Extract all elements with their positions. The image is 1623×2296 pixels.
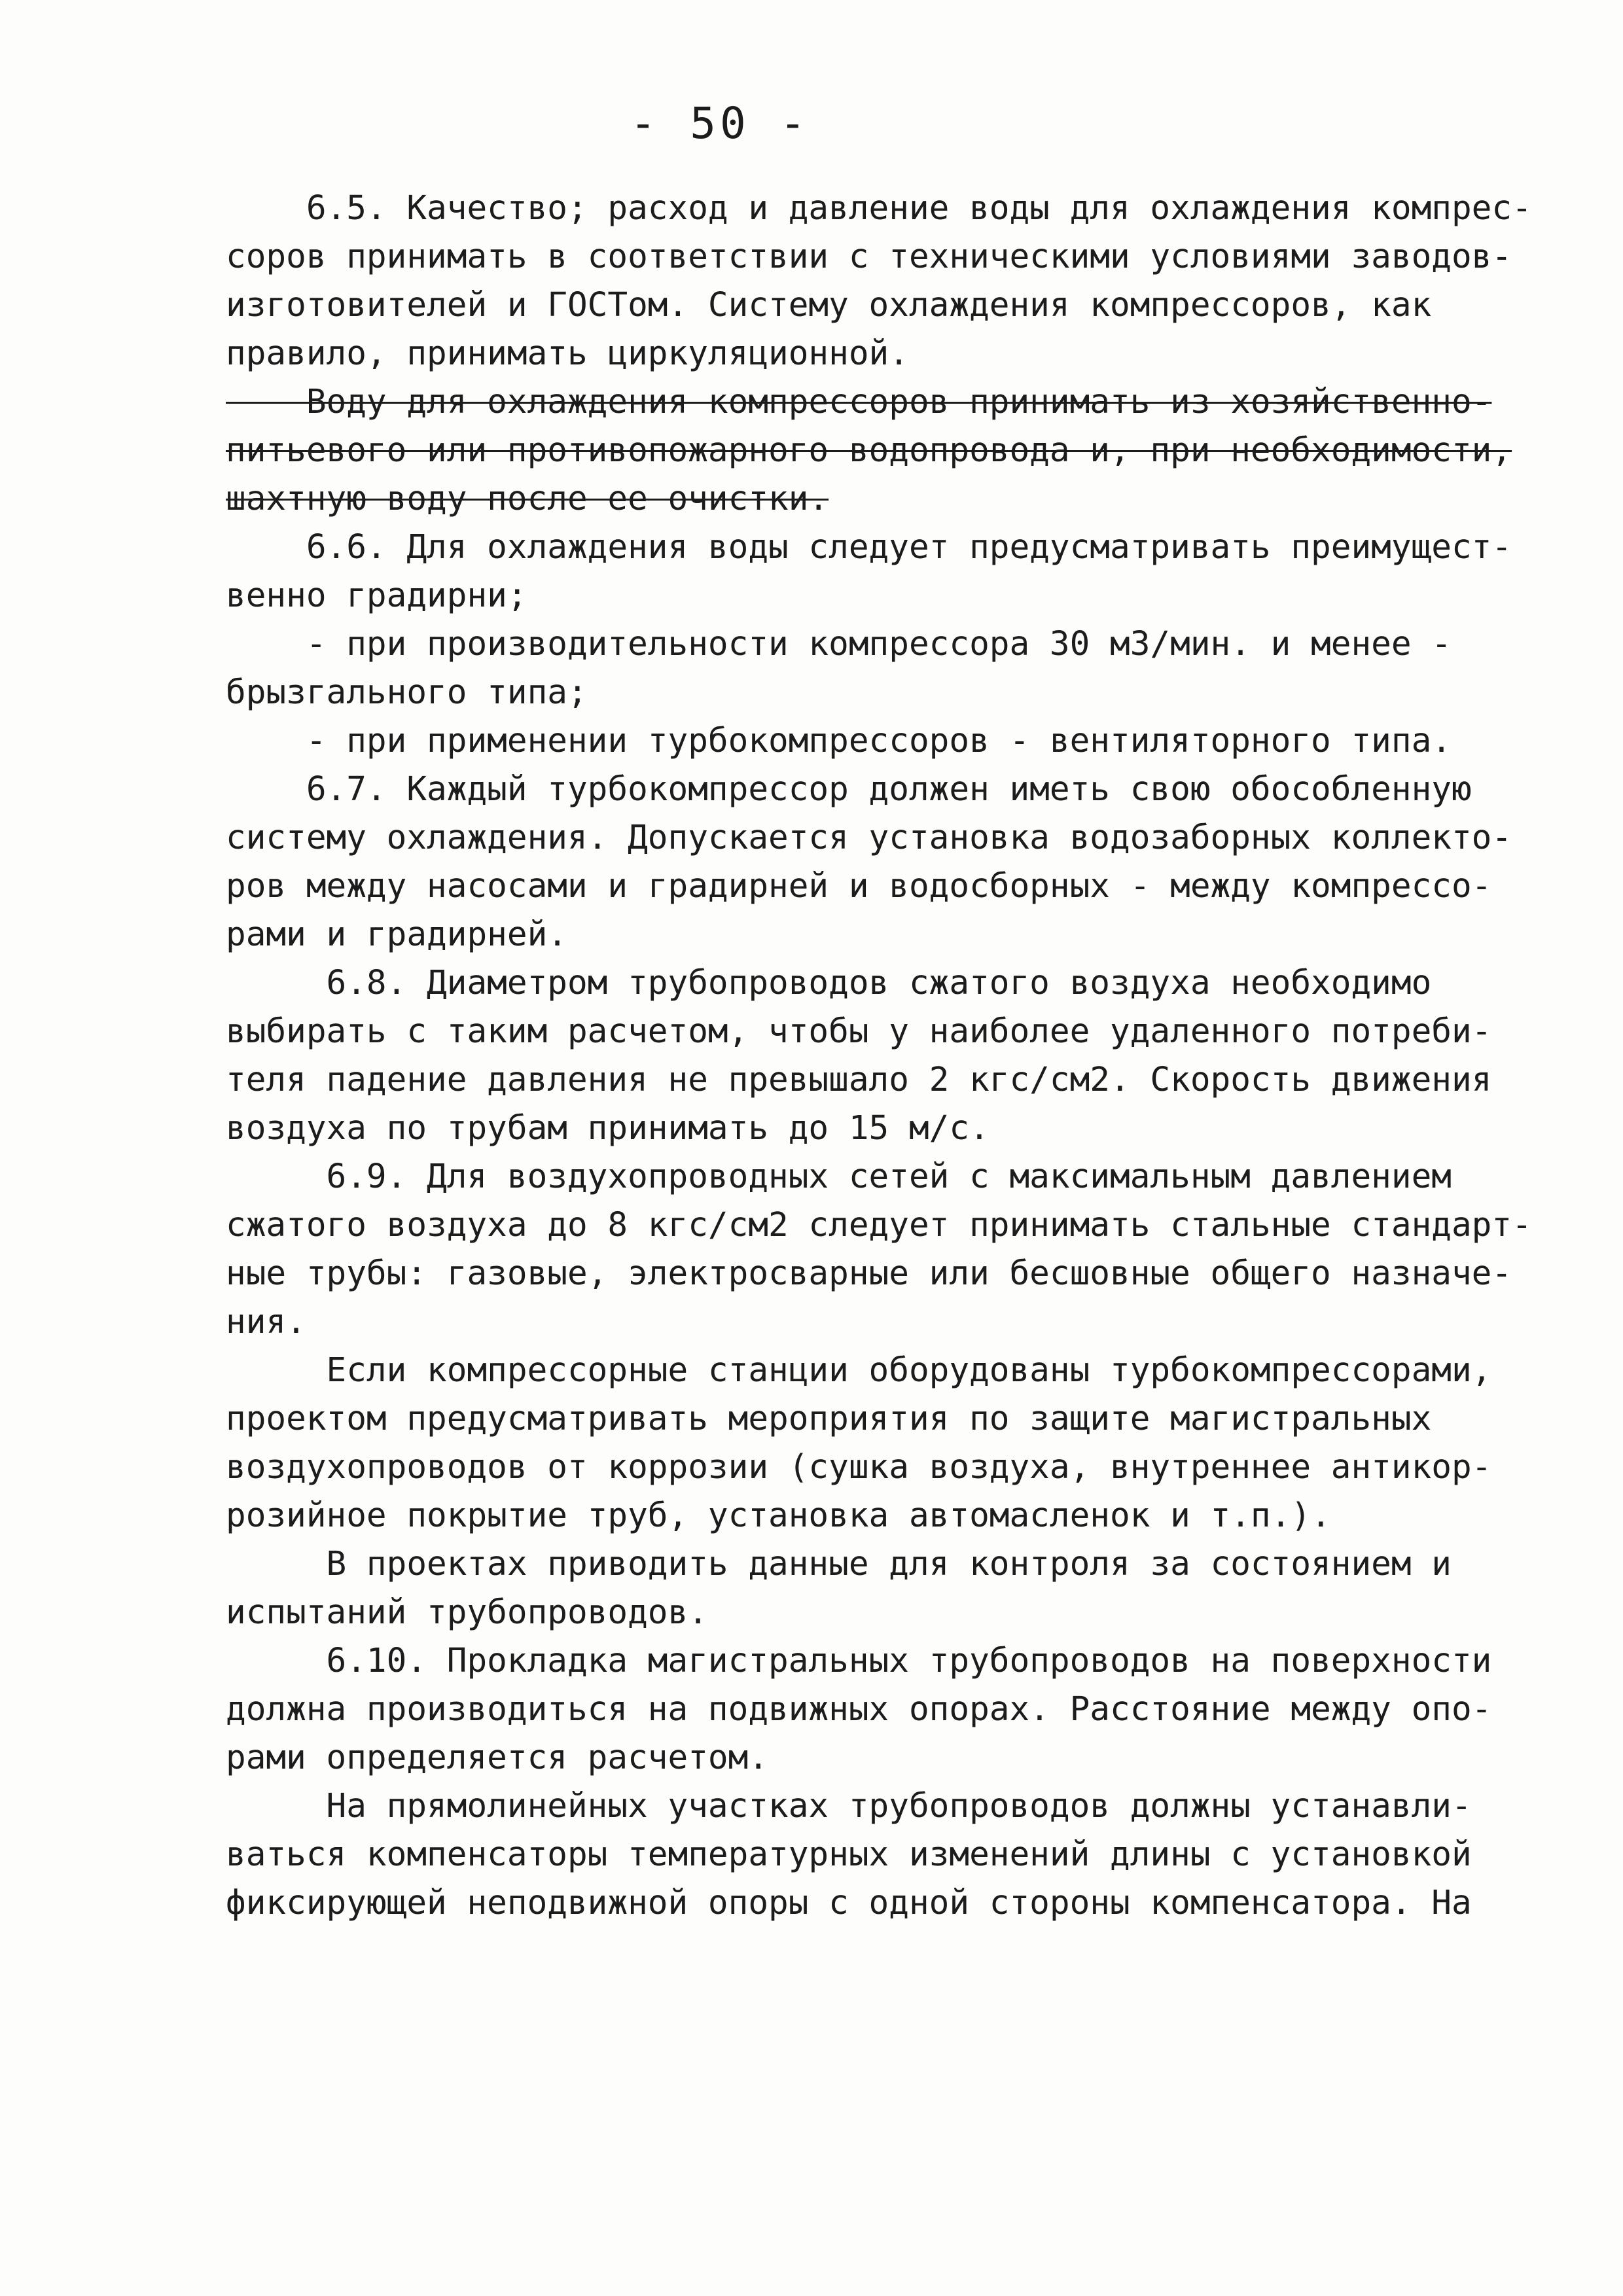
text-line: выбирать с таким расчетом, чтобы у наиболее удаленного потреби-	[226, 1012, 1492, 1051]
text-line: правило, принимать циркуляционной.	[226, 334, 909, 373]
text-line: рами и градирней.	[226, 915, 567, 954]
struck-text-line: Воду для охлаждения компрессоров принимать из хозяйственно-	[226, 383, 1492, 421]
text-line: испытаний трубопроводов.	[226, 1593, 708, 1632]
text-line: должна производиться на подвижных опорах. Расстояние между опо-	[226, 1690, 1492, 1729]
page-number: - 50 -	[630, 98, 810, 149]
text-line: рами определяется расчетом.	[226, 1739, 769, 1777]
text-line: В проектах приводить данные для контроля за состоянием и	[226, 1545, 1452, 1583]
text-line: венно градирни;	[226, 576, 527, 615]
text-line: 6.6. Для охлаждения воды следует предусматривать преимущест-	[226, 528, 1512, 567]
text-line: 6.7. Каждый турбокомпрессор должен иметь свою обособленную	[226, 770, 1472, 809]
text-line: 6.10. Прокладка магистральных трубопроводов на поверхности	[226, 1642, 1492, 1680]
document-body	[226, 185, 1541, 1928]
text-line: - при применении турбокомпрессоров - вентиляторного типа.	[226, 722, 1452, 760]
text-line: соров принимать в соответствии с техническими условиями заводов-	[226, 238, 1512, 276]
text-line: На прямолинейных участках трубопроводов должны устанавли-	[226, 1787, 1472, 1826]
text-line: розийное покрытие труб, установка автомасленок и т.п.).	[226, 1496, 1331, 1535]
text-line: воздухопроводов от коррозии (сушка воздуха, внутреннее антикор-	[226, 1448, 1492, 1487]
text-line: фиксирующей неподвижной опоры с одной стороны компенсатора. На	[226, 1884, 1472, 1922]
text-line: сжатого воздуха до 8 кгс/см2 следует принимать стальные стандарт-	[226, 1206, 1532, 1245]
text-line: проектом предусматривать мероприятия по защите магистральных	[226, 1400, 1432, 1438]
text-line: Если компрессорные станции оборудованы турбокомпрессорами,	[226, 1351, 1492, 1390]
struck-text-line: питьевого или противопожарного водопровода и, при необходимости,	[226, 431, 1512, 470]
text-line: - при производительности компрессора 30 м3/мин. и менее -	[226, 625, 1452, 663]
text-line: воздуха по трубам принимать до 15 м/с.	[226, 1109, 990, 1148]
text-line: 6.9. Для воздухопроводных сетей с максимальным давлением	[226, 1157, 1452, 1196]
struck-text-line: шахтную воду после ее очистки.	[226, 480, 829, 518]
text-line: 6.5. Качество; расход и давление воды для охлаждения компрес-	[226, 189, 1532, 228]
text-line: ные трубы: газовые, электросварные или бесшовные общего назначе-	[226, 1254, 1512, 1293]
text-line: 6.8. Диаметром трубопроводов сжатого воздуха необходимо	[226, 964, 1432, 1002]
text-line: ваться компенсаторы температурных изменений длины с установкой	[226, 1835, 1472, 1874]
text-line: брызгального типа;	[226, 673, 588, 712]
text-line: изготовителей и ГОСТом. Систему охлаждения компрессоров, как	[226, 286, 1432, 325]
text-line: ния.	[226, 1303, 306, 1341]
text-line: ров между насосами и градирней и водосборных - между компрессо-	[226, 867, 1492, 906]
text-line: теля падение давления не превышало 2 кгс/см2. Скорость движения	[226, 1061, 1492, 1099]
text-line: систему охлаждения. Допускается установка водозаборных коллекто-	[226, 819, 1512, 857]
